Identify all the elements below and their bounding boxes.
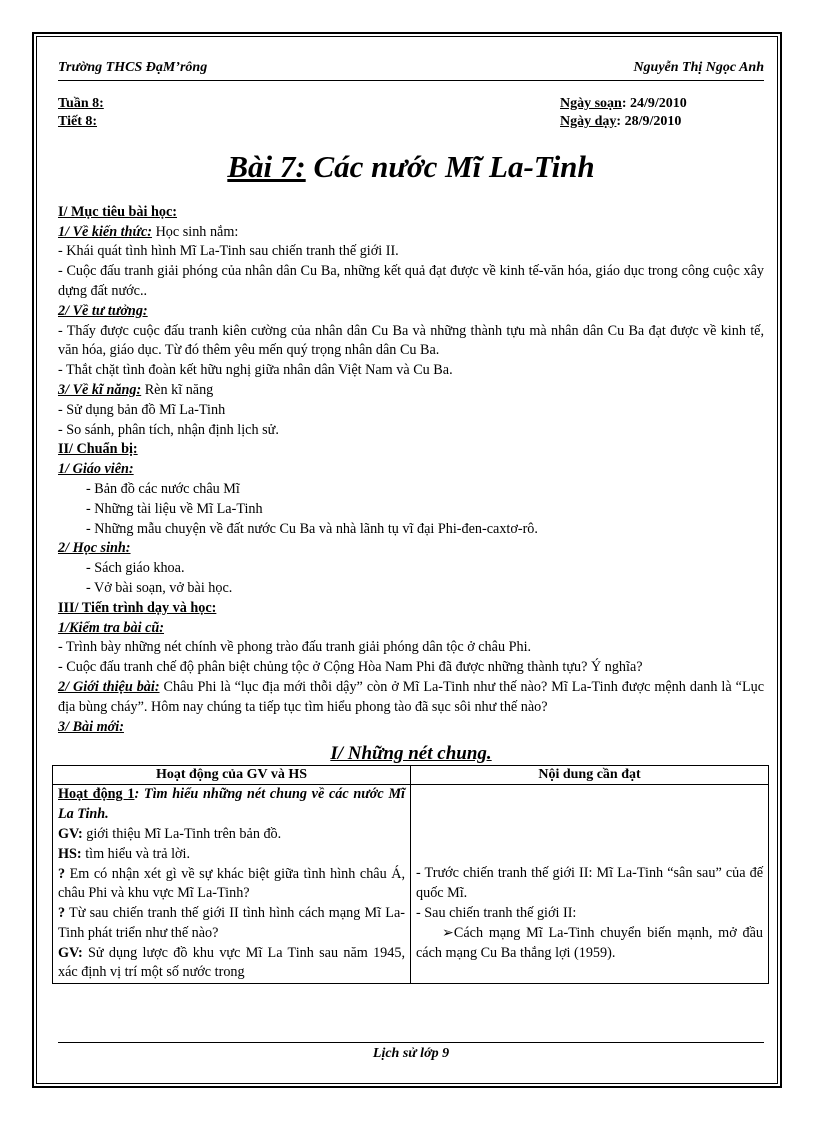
knowledge-item: - Cuộc đấu tranh giải phóng của nhân dân Cu Ba, những kết quả đạt được về kinh tế-văn hóa, giáo dục trong công cuộc xây dựng đất nước..: [58, 263, 764, 299]
content-cell: [411, 785, 769, 984]
process-heading: III/ Tiến trình dạy và học:: [58, 599, 217, 616]
check-item: - Cuộc đấu tranh chế độ phân biệt chủng tộc ở Cộng Hòa Nam Phi đã được những thành tựu? Ý nghĩa?: [58, 659, 643, 676]
activities-cell: [53, 785, 411, 984]
teacher-name: Nguyễn Thị Ngọc Anh: [633, 60, 764, 75]
teach-date-label: Ngày dạy: [560, 113, 617, 129]
thought-label: 2/ Về tư tưởng:: [58, 302, 148, 319]
skills-item: - Sử dụng bản đồ Mĩ La-Tinh: [58, 401, 226, 418]
question-text: Từ sau chiến tranh thế giới II tình hình cách mạng Mĩ La-Tinh phát triển như thế nào?: [58, 905, 405, 941]
teacher-prep-item: - Những mẫu chuyện về đất nước Cu Ba và nhà lãnh tụ vĩ đại Phi-đen-caxtơ-rô.: [86, 520, 538, 537]
check-label: 1/Kiểm tra bài cũ:: [58, 619, 165, 636]
skills-intro: Rèn kĩ năng: [141, 381, 214, 398]
skills-label: 3/ Về kĩ năng:: [58, 381, 142, 398]
objectives-heading: I/ Mục tiêu bài học:: [58, 203, 178, 220]
hs-label: HS:: [58, 845, 82, 862]
teach-date-value: : 28/9/2010: [616, 113, 682, 129]
prep-heading: II/ Chuẩn bị:: [58, 441, 138, 458]
prep-date-label: Ngày soạn: [560, 95, 622, 111]
content-item: - Sau chiến tranh thế giới II:: [416, 904, 577, 921]
student-prep-label: 2/ Học sinh:: [58, 540, 131, 557]
question-mark: ?: [58, 865, 66, 882]
activity-title: : Tìm hiểu những nét chung về các nước Mĩ La Tinh.: [58, 786, 405, 823]
prep-date-value: : 24/9/2010: [621, 95, 687, 111]
table-header-content: Nội dung cần đạt: [411, 766, 769, 785]
knowledge-label: 1/ Về kiến thức:: [58, 223, 153, 240]
arrow-bullet-icon: ➢: [442, 924, 454, 941]
document-body: [58, 58, 764, 984]
lesson-number: Bài 7:: [227, 148, 306, 184]
content-item: Cách mạng Mĩ La-Tinh chuyển biến mạnh, mở đầu cách mạng Cu Ba thắng lợi (1959).: [416, 924, 763, 961]
teacher-prep-item: - Những tài liệu về Mĩ La-Tinh: [86, 500, 263, 517]
gv-text: Sử dụng lược đồ khu vực Mĩ La Tinh sau năm 1945, xác định vị trí một số nước trong: [58, 944, 405, 981]
period-label: Tiết 8:: [58, 113, 98, 129]
teacher-prep-label: 1/ Giáo viên:: [58, 461, 134, 478]
page-header: [58, 58, 764, 81]
content-item: - Trước chiến tranh thế giới II: Mĩ La-Tinh “sân sau” của đế quốc Mĩ.: [416, 865, 763, 902]
section-title: I/ Những nét chung.: [330, 743, 492, 765]
thought-item: - Thấy được cuộc đấu tranh kiên cường của nhân dân Cu Ba và những thành tựu mà nhân dân Cu Ba đạt được về kinh tế, văn hóa, giáo dục. Từ đó thêm yêu mến quý trọng nhân dân Cu Ba.: [58, 322, 764, 359]
gv-label: GV:: [58, 944, 83, 961]
activity-label: Hoạt động 1: [58, 786, 135, 803]
teacher-prep-item: - Bản đồ các nước châu Mĩ: [86, 480, 240, 497]
lesson-name: Các nước Mĩ La-Tinh: [305, 148, 595, 184]
school-name: Trường THCS ĐạM’rông: [58, 60, 208, 75]
check-item: - Trình bày những nét chính về phong trào đấu tranh giải phóng dân tộc ở châu Phi.: [58, 639, 532, 656]
thought-item: - Thắt chặt tình đoàn kết hữu nghị giữa nhân dân Việt Nam và Cu Ba.: [58, 362, 453, 379]
knowledge-intro: Học sinh nắm:: [152, 223, 239, 240]
hs-text: tìm hiểu và trả lời.: [81, 845, 191, 862]
question-mark: ?: [58, 905, 66, 922]
student-prep-item: - Vở bài soạn, vở bài học.: [86, 579, 233, 596]
activity-table: [52, 765, 769, 984]
lesson-meta: [58, 95, 764, 131]
week-label: Tuần 8:: [58, 95, 104, 111]
table-header-activities: Hoạt động của GV và HS: [53, 766, 411, 785]
new-lesson-label: 3/ Bài mới:: [58, 718, 124, 735]
gv-text: giới thiệu Mĩ La-Tinh trên bản đồ.: [82, 825, 282, 842]
lesson-title: [58, 149, 764, 185]
intro-label: 2/ Giới thiệu bài:: [58, 678, 160, 695]
gv-label: GV:: [58, 825, 83, 842]
knowledge-item: - Khái quát tình hình Mĩ La-Tinh sau chiến tranh thế giới II.: [58, 243, 399, 260]
page-footer: Lịch sử lớp 9: [58, 1042, 764, 1062]
intro-text: Châu Phi là “lục địa mới thỗi dậy” còn ở Mĩ La-Tinh như thế nào? Mĩ La-Tinh được mệnh danh là “Lục địa bùng cháy”. Hôm nay chúng ta tiếp tục tìm hiểu phong tào đã sục sôi như thế nào?: [58, 678, 765, 715]
student-prep-item: - Sách giáo khoa.: [86, 560, 185, 577]
question-text: Em có nhận xét gì về sự khác biệt giữa tình hình châu Á, châu Phi và khu vực Mĩ La-Tinh?: [58, 865, 405, 902]
skills-item: - So sánh, phân tích, nhận định lịch sử.: [58, 421, 279, 438]
